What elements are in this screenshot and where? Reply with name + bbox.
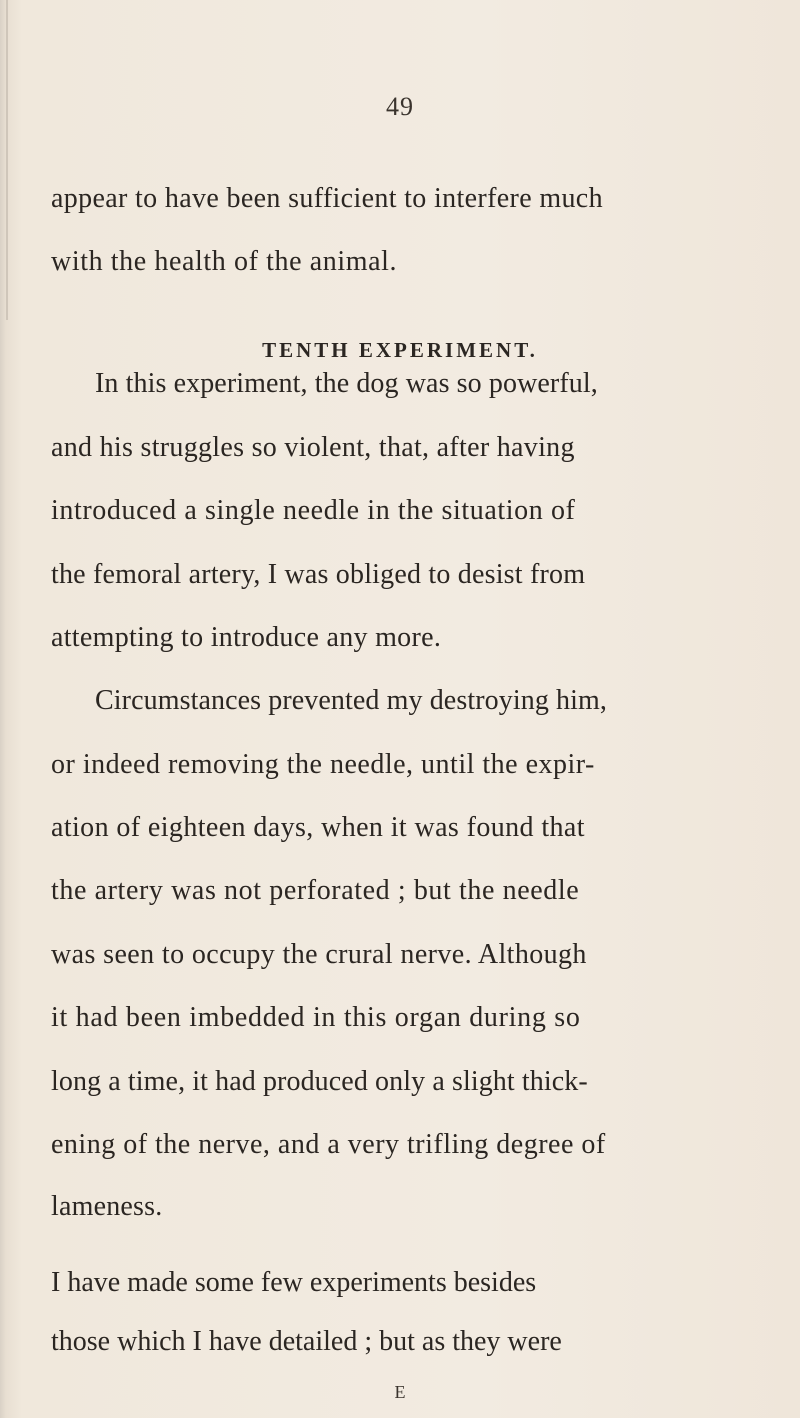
- text-line: ening of the nerve, and a very trifling degree of: [51, 1129, 606, 1160]
- text-line: lameness.: [51, 1191, 163, 1222]
- text-line: I have made some few experiments besides: [51, 1267, 537, 1298]
- text-line: Circumstances prevented my destroying him,: [95, 685, 607, 716]
- text-line: the femoral artery, I was obliged to desist from: [51, 559, 586, 590]
- text-line: with the health of the animal.: [51, 246, 398, 277]
- section-heading: TENTH EXPERIMENT.: [262, 338, 538, 362]
- text-line: and his struggles so violent, that, after having: [51, 432, 575, 463]
- text-line: ation of eighteen days, when it was found that: [51, 812, 585, 843]
- text-line: In this experiment, the dog was so powerful,: [95, 368, 598, 399]
- page-number: 49: [386, 92, 414, 121]
- text-line: attempting to introduce any more.: [51, 622, 442, 653]
- text-line: was seen to occupy the crural nerve. Although: [51, 939, 587, 970]
- text-line: long a time, it had produced only a slight thick-: [51, 1066, 588, 1097]
- text-line: it had been imbedded in this organ during so: [51, 1002, 581, 1033]
- text-line: those which I have detailed ; but as they were: [51, 1326, 562, 1357]
- text-line: the artery was not perforated ; but the needle: [51, 875, 580, 906]
- signature-mark: E: [394, 1382, 406, 1402]
- page-edge-shadow: [6, 0, 8, 320]
- text-line: introduced a single needle in the situation of: [51, 495, 576, 526]
- text-line: or indeed removing the needle, until the expir-: [51, 749, 595, 780]
- text-line: appear to have been sufficient to interfere much: [51, 183, 603, 214]
